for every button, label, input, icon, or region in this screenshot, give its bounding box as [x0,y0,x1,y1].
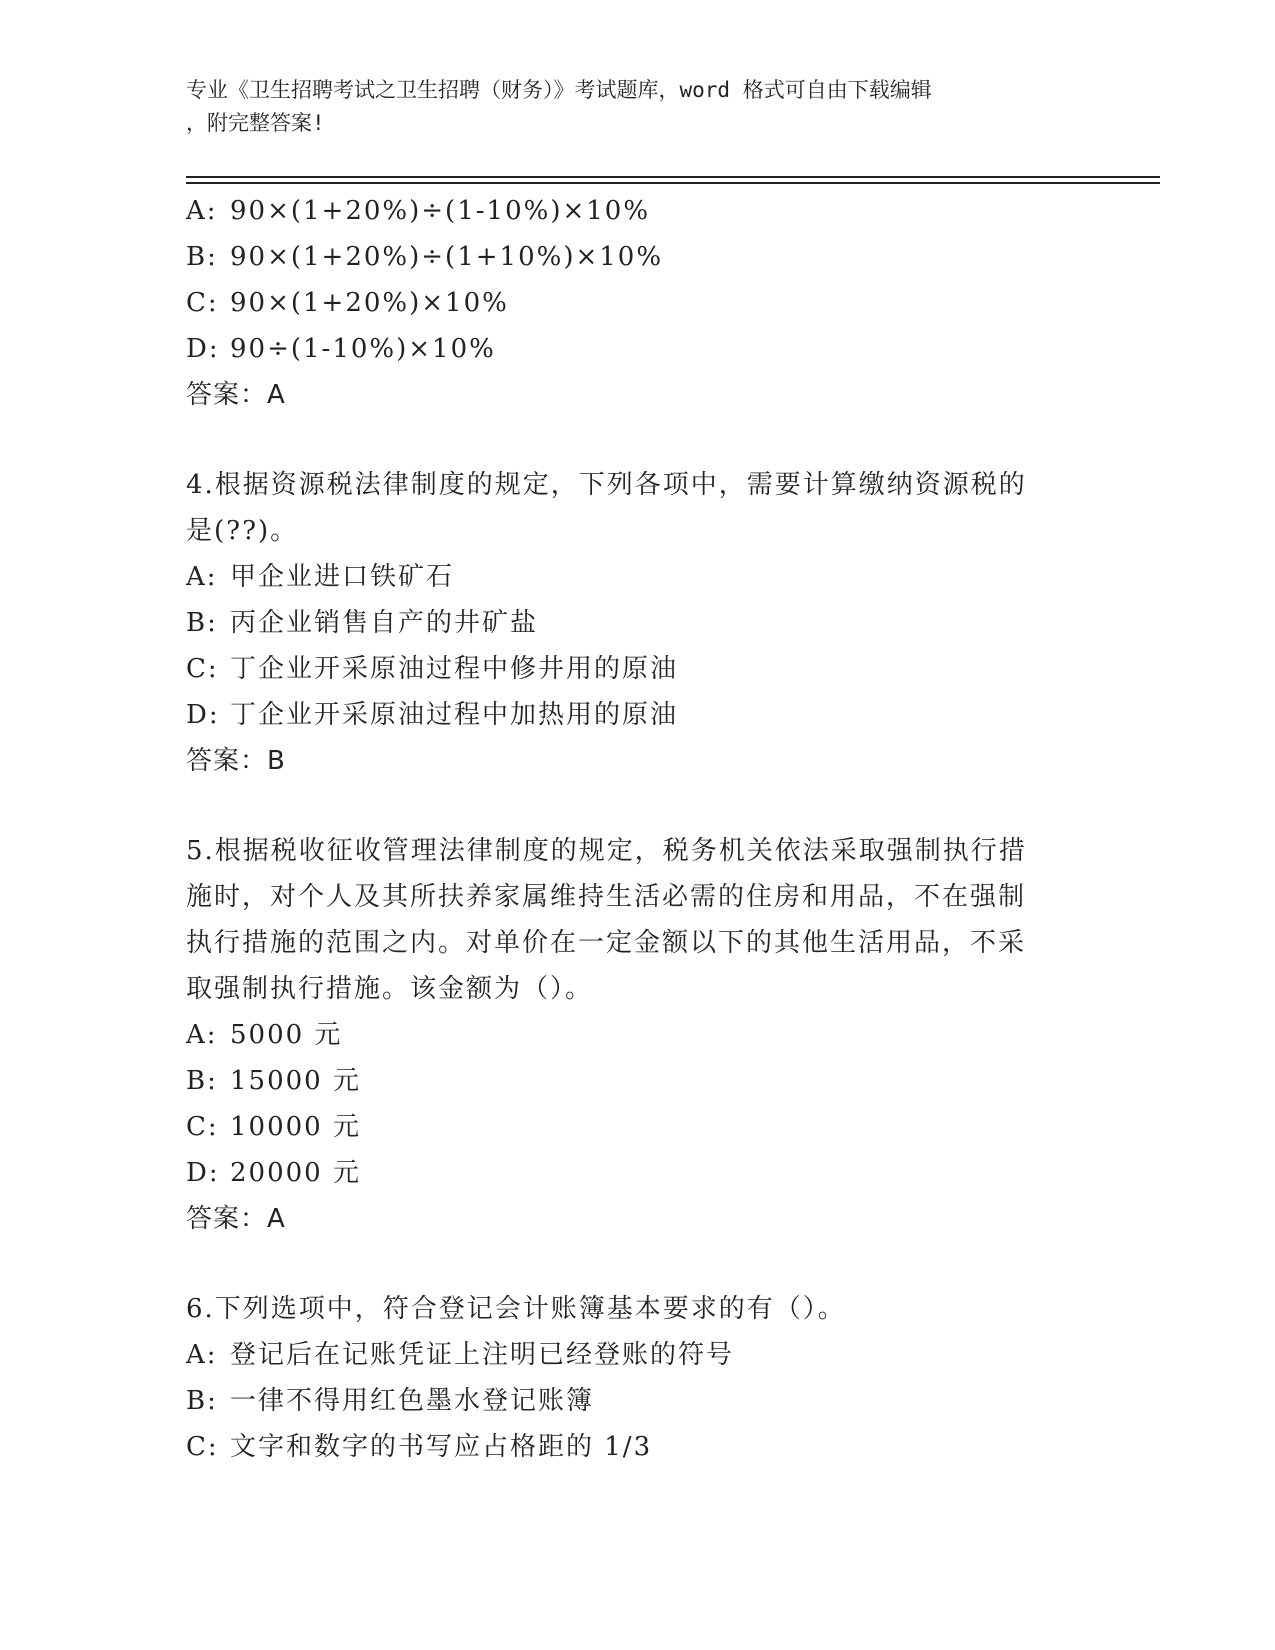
stem-line: 4.根据资源税法律制度的规定，下列各项中，需要计算缴纳资源税的 [186,470,1027,500]
question-stem [186,1286,1086,1332]
option-text: 登记后在记账凭证上注明已经登账的符号 [230,1340,735,1370]
spacer [186,1242,1086,1286]
answer-line: 答案：B [186,746,286,776]
option-b [186,234,1086,280]
option-text: 5000 元 [230,1020,343,1050]
option-key: B: [186,1386,218,1416]
option-text: 10000 元 [230,1112,361,1142]
option-key: C: [186,654,219,684]
spacer [186,418,1086,462]
option-text: 丁企业开采原油过程中修井用的原油 [230,654,679,684]
option-a [186,1332,1086,1378]
header-title-line-2: ，附完整答案! [186,111,325,135]
stem-line: 执行措施的范围之内。对单价在一定金额以下的其他生活用品，不采 [186,928,1027,958]
option-b [186,1058,1086,1104]
option-text: 丙企业销售自产的井矿盐 [230,608,539,638]
option-c [186,1104,1086,1150]
option-key: B: [186,608,218,638]
question-list [186,188,1086,1470]
option-d [186,326,1086,372]
option-key: D: [186,700,220,730]
question-4 [186,462,1086,784]
answer-line: 答案：A [186,380,286,410]
option-c [186,646,1086,692]
header-divider-bottom [186,182,1160,184]
option-text: 90×(1+20%)×10% [230,288,509,318]
stem-line: 是(??)。 [186,516,299,546]
option-key: D: [186,334,220,364]
question-stem [186,828,1086,1012]
option-text: 90×(1+20%)÷(1+10%)×10% [230,242,664,272]
option-text: 15000 元 [230,1066,361,1096]
question-6 [186,1286,1086,1470]
option-text: 文字和数字的书写应占格距的 1/3 [230,1432,653,1462]
stem-line: 取强制执行措施。该金额为（）。 [186,974,594,1004]
option-c [186,1424,1086,1470]
option-a [186,1012,1086,1058]
option-key: A: [186,196,218,226]
option-key: C: [186,288,219,318]
option-text: 20000 元 [230,1158,361,1188]
option-a [186,188,1086,234]
option-text: 甲企业进口铁矿石 [230,562,455,592]
option-key: B: [186,242,218,272]
header-title-line-1: 专业《卫生招聘考试之卫生招聘（财务）》考试题库，word 格式可自由下载编辑 [186,78,932,102]
question-3 [186,188,1086,418]
spacer [186,784,1086,828]
option-d [186,1150,1086,1196]
stem-line: 5.根据税收征收管理法律制度的规定，税务机关依法采取强制执行措 [186,836,1027,866]
option-text: 90÷(1-10%)×10% [230,334,496,364]
option-text: 丁企业开采原油过程中加热用的原油 [230,700,679,730]
option-text: 一律不得用红色墨水登记账簿 [230,1386,595,1416]
option-key: C: [186,1112,219,1142]
question-stem [186,462,1086,554]
option-b [186,600,1086,646]
document-header [186,74,1066,140]
header-divider-top [186,176,1160,178]
option-c [186,280,1086,326]
answer-line: 答案：A [186,1204,286,1234]
option-a [186,554,1086,600]
option-key: D: [186,1158,220,1188]
stem-line: 6.下列选项中，符合登记会计账簿基本要求的有（）。 [186,1294,846,1324]
option-text: 90×(1+20%)÷(1-10%)×10% [230,196,651,226]
option-key: A: [186,1020,218,1050]
option-key: B: [186,1066,218,1096]
option-key: A: [186,1340,218,1370]
question-5 [186,828,1086,1242]
option-b [186,1378,1086,1424]
stem-line: 施时，对个人及其所扶养家属维持生活必需的住房和用品，不在强制 [186,882,1027,912]
option-key: C: [186,1432,219,1462]
option-d [186,692,1086,738]
option-key: A: [186,562,218,592]
